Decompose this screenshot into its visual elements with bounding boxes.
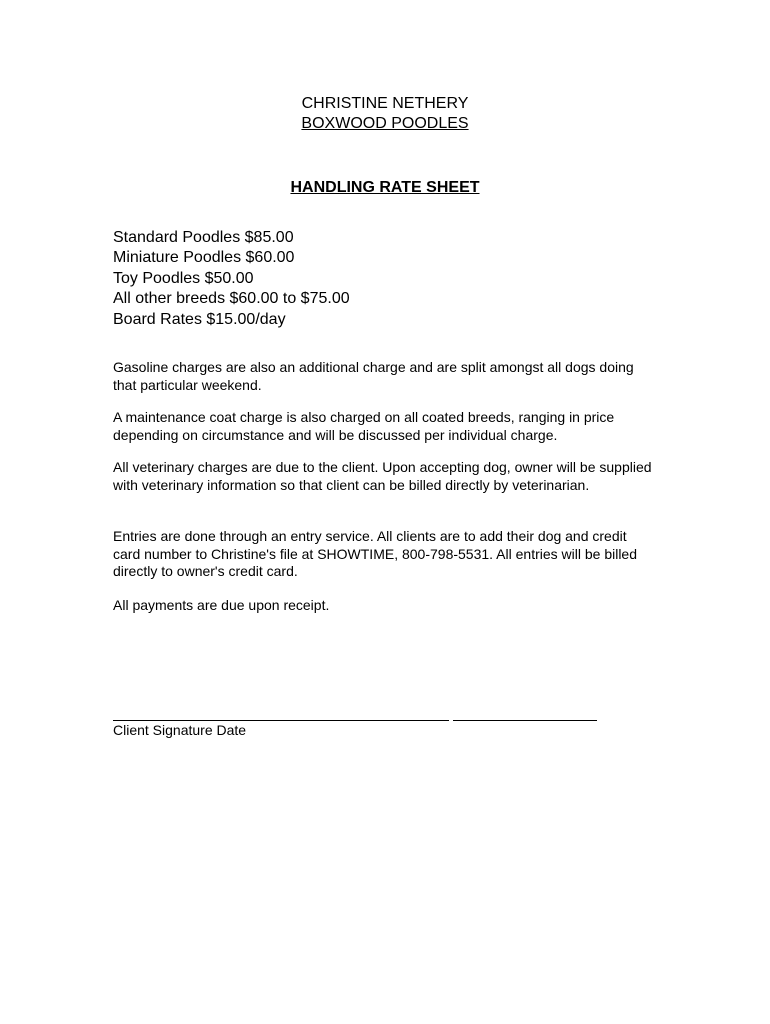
paragraph-veterinary: All veterinary charges are due to the client. Upon accepting dog, owner will be supplied with veterinary information so that client can be billed directly by veterinarian. [113, 459, 652, 493]
rate-other-breeds: All other breeds $60.00 to $75.00 [113, 290, 350, 308]
rate-miniature-poodles: Miniature Poodles $60.00 [113, 249, 295, 267]
paragraph-payments: All payments are due upon receipt. [113, 597, 330, 613]
rate-list [113, 228, 713, 330]
client-signature-line [113, 706, 449, 721]
signature-lines [113, 703, 597, 721]
rate-standard-poodles: Standard Poodles $85.00 [113, 229, 294, 246]
paragraph-gasoline: Gasoline charges are also an additional charge and are split amongst all dogs doing that particular weekend. [113, 359, 634, 393]
paragraph-coat-charge: A maintenance coat charge is also charged on all coated breeds, ranging in price depending on circumstance and will be discussed per individual charge. [113, 409, 615, 443]
page-title: HANDLING RATE SHEET [290, 179, 480, 196]
paragraph-entries: Entries are done through an entry service. All clients are to add their dog and credit card number to Christine's file at SHOWTIME, 800-798-5531. All entries will be billed directly to owner's credit card. [113, 528, 638, 579]
date-line [453, 706, 597, 721]
rate-boarding: Board Rates $15.00/day [113, 310, 286, 328]
rate-toy-poodles: Toy Poodles $50.00 [113, 269, 254, 287]
document-header [0, 94, 770, 134]
handler-name: CHRISTINE NETHERY [301, 95, 469, 112]
signature-label: Client Signature Date [113, 722, 247, 738]
kennel-name: BOXWOOD POODLES [301, 115, 469, 132]
